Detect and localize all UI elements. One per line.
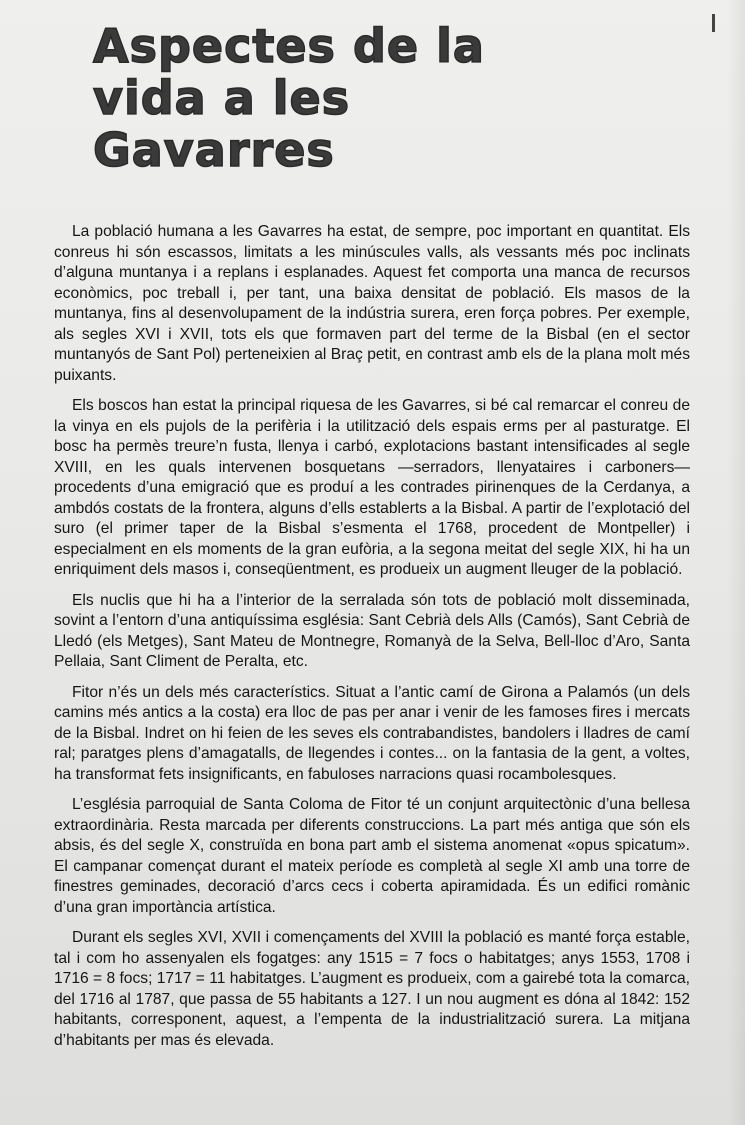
title-line-1: Aspectes de la xyxy=(93,19,485,73)
title-line-2: vida a les xyxy=(93,71,351,125)
paragraph-settlements: Els nuclis que hi ha a l’interior de la serralada són tots de població molt disseminada, sovint a l’entorn d’una antiquíssima església: Sant Cebrià dels Alls (Camós), Sant Cebrià de Lledó (els Metges), Sant Mateu de Montnegre, Romanyà de la Selva, Bell-lloc d’Aro, Santa Pellaia, Sant Climent de Peralta, etc. xyxy=(54,591,690,670)
paragraph-forests: Els boscos han estat la principal riquesa de les Gavarres, si bé cal remarcar el conreu de la vinya en els pujols de la perifèria i la utilització dels espais erms per al pasturatge. El bosc ha permès treure’n fusta, llenya i carbó, explotacions bastant intensificades al segle XVIII, en les quals intervenen bosquetans —serradors, llenyataires i carboners— procedents d’una emigració que es produí a les contrades pirinenques de la Cerdanya, a ambdós costats de la frontera, alguns d’ells establerts a la Bisbal. A partir de l’explotació del suro (el primer taper de la Bisbal s’esmenta el 1768, procedent de Montpeller) i especialment en els moments de la gran eufòria, a la segona meitat del segle XIX, hi ha un enriquiment dels masos i, conseqüentment, es produeix un augment lleuger de la població. xyxy=(54,397,690,578)
paragraph-population: La població humana a les Gavarres ha estat, de sempre, poc important en quantitat. Els conreus hi són escassos, limitats a les minúscules valls, als vessants més poc inclinats d’alguna muntanya i a replans i esplanades. Aquest fet comporta una manca de recursos econòmics, poc treball i, per tant, una baixa densitat de població. Els masos de la muntanya, fins al desenvolupament de la indústria surera, eren força pobres. Per exemple, als segles XVI i XVII, tots els que formaven part del terme de la Bisbal (en el sector muntanyós de Sant Pol) perteneixien al Braç petit, en contrast amb els de la plana molt més puixants. xyxy=(54,223,690,384)
corner-mark xyxy=(712,14,715,32)
paragraph-demography: Durant els segles XVI, XVII i començaments del XVIII la població es manté força estable, tal i com ho assenyalen els fogatges: any 1515 = 7 focs o habitatges; anys 1553, 1708 i 1716 = 8 focs; 1717 = 11 habitatges. L’augment es produeix, com a gairebé tota la comarca, del 1716 al 1787, que passa de 55 habitants a 127. I un nou augment es dóna al 1842: 152 habitants, corresponent, aquest, a l’empenta de la industrialització surera. La mitjana d’habitants per mas és elevada. xyxy=(54,929,691,1049)
paragraph-church: L’església parroquial de Santa Coloma de Fitor té un conjunt arquitectònic d’una bellesa extraordinària. Resta marcada per diferents construccions. La part més antiga que són els absis, és del segle X, construïda en bona part amb el sistema anomenat «opus spicatum». El campanar començat durant el mateix període es completà al segle XI amb una torre de finestres geminades, decoració d’arcs cecs i coberta apiramidada. És un edifici romànic d’una gran importància artística. xyxy=(54,796,690,916)
article-title xyxy=(93,20,693,176)
paragraph-fitor: Fitor n’és un dels més característics. Situat a l’antic camí de Girona a Palamós (un dels camins més antics a la costa) era lloc de pas per anar i venir de les famoses fires i mercats de la Bisbal. Indret on hi feien de les seves els contrabandistes, bandolers i lladres de camí ral; paratges plens d’amagatalls, de llegendes i contes... on la fantasia de la gent, a voltes, ha transformat fets insignificants, en fabuloses narracions quasi rocambolesques. xyxy=(54,683,690,783)
page-edge-shadow xyxy=(727,0,745,1125)
title-line-3: Gavarres xyxy=(93,123,335,177)
article-body xyxy=(54,222,690,1051)
